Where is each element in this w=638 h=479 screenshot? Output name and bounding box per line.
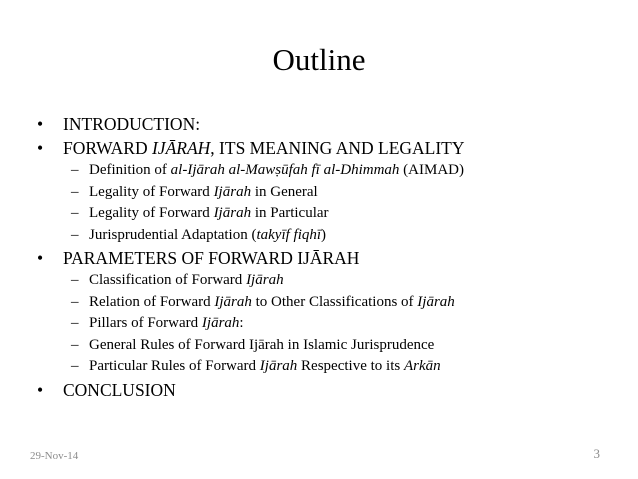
dash-marker: – bbox=[71, 272, 79, 288]
footer-date: 29-Nov-14 bbox=[30, 450, 79, 462]
outline-text: Ijārah bbox=[213, 183, 252, 200]
dash-marker: – bbox=[71, 336, 79, 353]
bullet-marker: • bbox=[37, 138, 44, 158]
outline-text: Ijārah bbox=[417, 293, 455, 310]
outline-text: to Other Classifications of bbox=[251, 293, 418, 310]
outline-subitem bbox=[37, 160, 627, 182]
outline-subitem bbox=[37, 270, 627, 292]
bullet-marker: • bbox=[37, 379, 44, 400]
outline-text: Jurisprudential Adaptation ( bbox=[89, 226, 257, 243]
outline-text: PARAMETERS OF FORWARD IJĀRAH bbox=[63, 248, 360, 268]
outline-text: Ijārah bbox=[214, 293, 252, 310]
outline-text: Ijārah bbox=[201, 315, 240, 331]
outline-text: , ITS MEANING AND LEGALITY bbox=[210, 138, 465, 158]
bullet-marker: • bbox=[37, 248, 44, 268]
outline-text: Respective to its bbox=[297, 358, 404, 374]
outline-text: Relation of Forward bbox=[89, 293, 215, 310]
dash-marker: – bbox=[71, 183, 79, 200]
outline-text: ) bbox=[321, 226, 327, 243]
outline-text: in General bbox=[251, 183, 318, 200]
dash-marker: – bbox=[71, 358, 79, 374]
outline-text: INTRODUCTION: bbox=[63, 114, 201, 134]
dash-marker: – bbox=[71, 162, 79, 178]
outline-text: al-Ijārah al-Mawṣūfah fī al-Dhimmah bbox=[170, 162, 400, 178]
outline-text: Definition of bbox=[89, 162, 171, 178]
outline-subitem bbox=[37, 292, 627, 314]
outline-text: IJĀRAH bbox=[151, 138, 211, 158]
dash-marker: – bbox=[71, 205, 79, 221]
bullet-marker: • bbox=[37, 114, 44, 134]
outline-item bbox=[37, 112, 627, 136]
outline-subitem bbox=[37, 356, 627, 378]
outline-item bbox=[37, 378, 627, 402]
outline-subitem bbox=[37, 182, 627, 204]
outline-subitem bbox=[37, 313, 627, 335]
outline-subitem bbox=[37, 203, 627, 225]
dash-marker: – bbox=[71, 293, 79, 310]
outline-text: Legality of Forward bbox=[89, 183, 214, 200]
outline-text: General Rules of Forward Ijārah in Islamic Jurisprudence bbox=[89, 336, 435, 353]
outline-text: Classification of Forward bbox=[89, 272, 247, 288]
dash-marker: – bbox=[71, 315, 79, 331]
outline-text: : bbox=[239, 315, 244, 331]
dash-marker: – bbox=[71, 226, 79, 243]
outline-text: Particular Rules of Forward bbox=[89, 358, 260, 374]
outline-text: CONCLUSION bbox=[63, 379, 176, 400]
outline-subitem bbox=[37, 225, 627, 247]
outline-text: in Particular bbox=[251, 205, 329, 221]
outline-text: FORWARD bbox=[63, 138, 152, 158]
outline-item bbox=[37, 246, 627, 270]
outline-text: Ijārah bbox=[259, 358, 298, 374]
outline-subitem bbox=[37, 335, 627, 357]
outline-text: Arkān bbox=[403, 358, 441, 374]
outline-text: takyīf fiqhī bbox=[256, 226, 322, 243]
outline-text: (AIMAD) bbox=[399, 162, 464, 178]
slide-title: Outline bbox=[272, 42, 366, 77]
outline-text: Legality of Forward bbox=[89, 205, 214, 221]
outline-item bbox=[37, 136, 627, 160]
outline-text: Ijārah bbox=[213, 205, 252, 221]
outline-list bbox=[37, 112, 627, 402]
page-number: 3 bbox=[593, 446, 600, 461]
outline-text: Ijārah bbox=[246, 272, 284, 288]
outline-text: Pillars of Forward bbox=[89, 315, 202, 331]
